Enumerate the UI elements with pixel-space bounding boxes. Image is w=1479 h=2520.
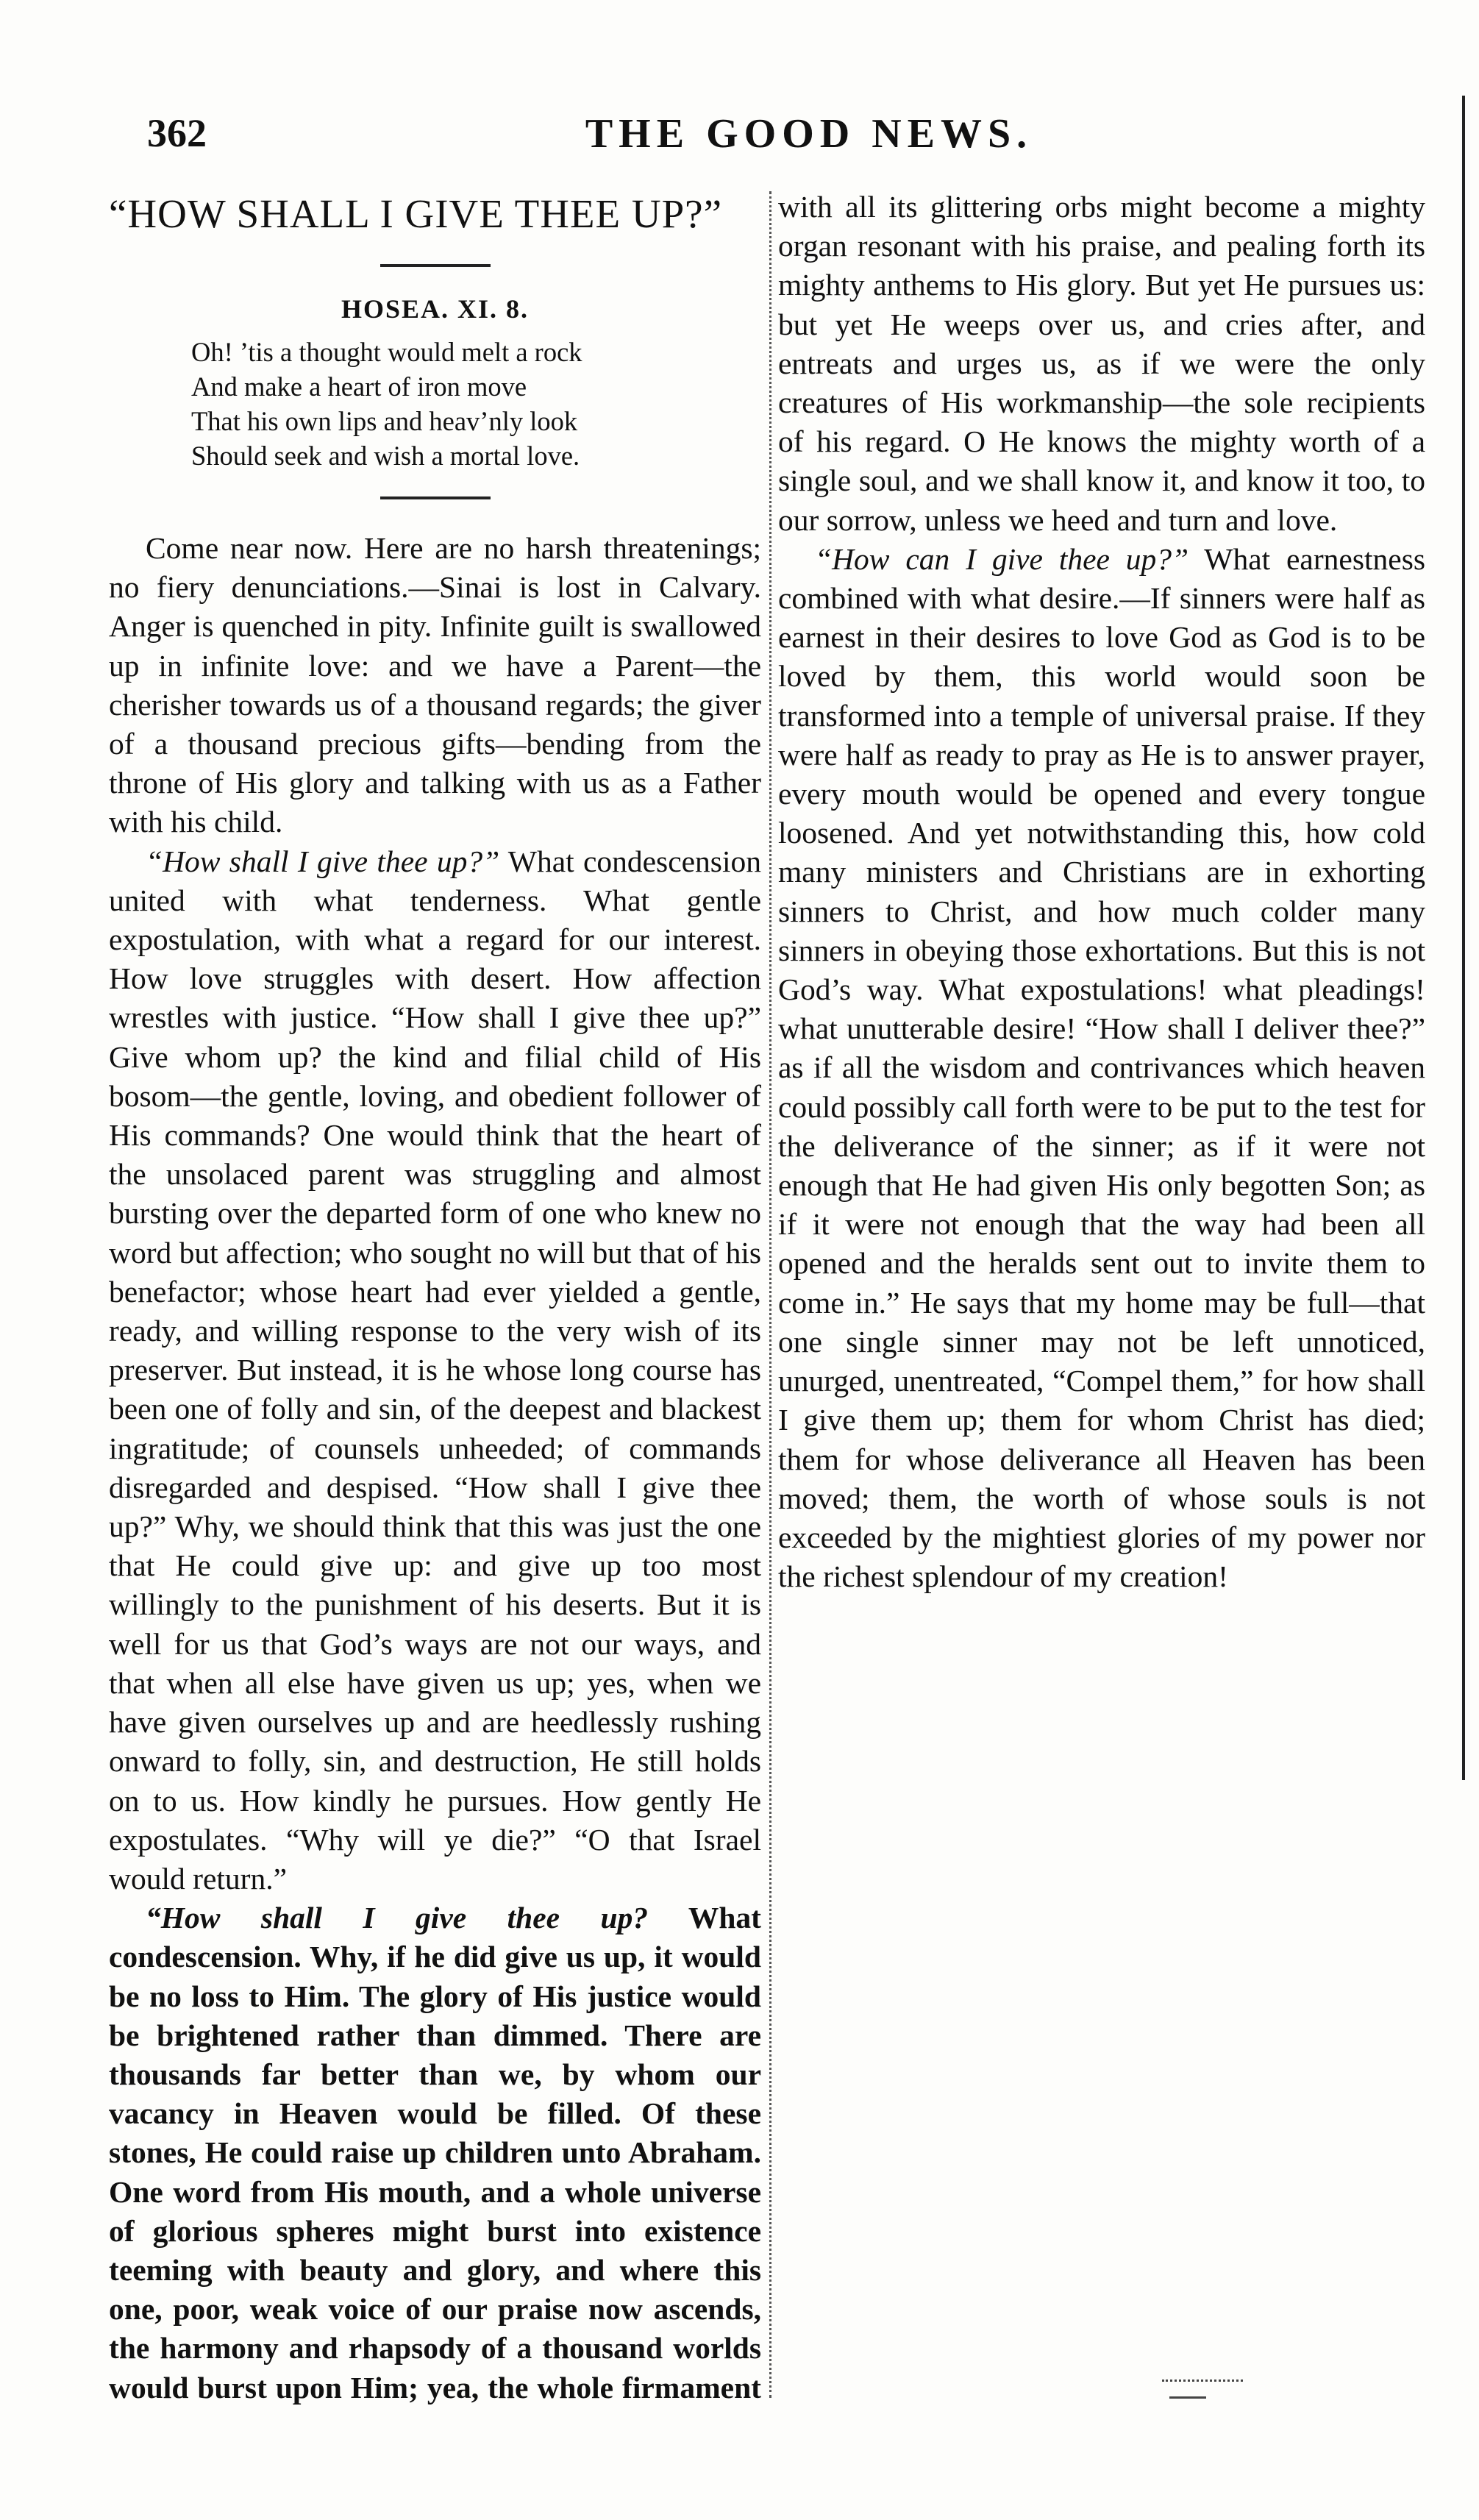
paragraph-2-text: What condescension united with what tenderness. What gentle expostulation, with what a regard for our interest. How love struggles with desert. How affection wrestles with justice. “How shall I give thee up?” Give whom up? the kind and filial child of His bosom—the gentle, loving, and obedient follower of His commands? One would think that the heart of the unsolaced parent was struggling and almost bursting over the departed form of one who knew no word but affection; who sought no will but that of his benefactor; whose heart had ever yielded a gentle, ready, and willing response to the very wish of its preserver. But instead, it is he whose long course has been one of folly and sin, of the deepest and blackest ingratitude; of counsels unheeded; of commands disregarded and despised. “How shall I give thee up?” Why, we should think that this was just the one that He could give up: and give up too most willingly to the punishment of his deserts. But it is well for us that God’s ways are not our ways, and that when all else have given us up; yes, when we have given ourselves up and are heedlessly rushing onward to folly, sin, and destruction, He still holds on to us. How kindly he pursues. How gently He expostulates. “Why will ye die?” “O that Israel would return.” <box>109 844 761 1896</box>
paragraph-1-text: Come near now. Here are no harsh threatenings; no fiery denunciations.—Sinai is lost in Calvary. Anger is quenched in pity. Infinite guilt is swallowed up in infinite love: and we have a Parent—the cherisher towards us of a thousand regards; the giver of a thousand precious gifts—bending from the throne of His glory and talking with us as a Father with his child. <box>109 531 761 839</box>
paragraph-4 <box>778 540 1425 1596</box>
paragraph-1 <box>109 529 761 842</box>
title-rule <box>380 264 491 267</box>
paragraph-4-text: What earnestness combined with what desire.—If sinners were half as earnest in their desires to love God as God is to be loved by them, this world would soon be transformed into a temple of universal praise. If they were half as ready to pray as He is to answer prayer, every mouth would be opened and every tongue loosened. And yet notwithstanding this, how cold many ministers and Christians are in exhorting sinners to Christ, and how much colder many sinners in obeying those exhortations. But this is not God’s way. What expostulations! what pleadings! what unutterable desire! “How shall I deliver thee?” as if all the wisdom and contrivances which heaven could possibly call forth were to be put to the test for the deliverance of the sinner; as if it were not enough that He had given His only begotten Son; as if it were not enough that the way had been all opened and the heralds sent out to invite them to come in.” He says that my home may be full—that one single sinner may not be left unnoticed, unurged, unentreated, “Compel them,” for how shall I give them up; them for whom Christ has died; them for whose deliverance all Heaven has been moved; them, the worth of whose souls is not exceeded by the mightiest glories of my power nor the richest splendour of my creation! <box>778 541 1425 1594</box>
epigraph-rule <box>380 496 491 499</box>
paragraph-4-quote: “How can I give thee up?” <box>815 541 1189 576</box>
poem-line: Oh! ’tis a thought would melt a rock <box>191 337 582 367</box>
end-ornament <box>1162 2380 1243 2388</box>
paragraph-3 <box>109 1898 761 2407</box>
left-column <box>109 188 761 2407</box>
paragraph-2-quote: “How shall I give thee up?” <box>146 844 500 878</box>
paragraph-3-quote: “How shall I give thee up? <box>146 1901 649 1935</box>
page-number: 362 <box>147 111 207 155</box>
poem-line: That his own lips and heav’nly look <box>191 406 578 436</box>
article-title: “HOW SHALL I GIVE THEE UP?” <box>109 191 723 236</box>
paragraph-3-text: What condescension. Why, if he did give us up, it would be no loss to Him. The glory of His justice would be brightened rather than dimmed. There are thousands far better than we, by whom our vacancy in Heaven would be filled. Of these stones, He could raise up children unto Abraham. One word from His mouth, and a whole universe of glorious spheres might burst into existence teeming with beauty and glory, and where this one, poor, weak voice of our praise now ascends, the harmony and rhapsody of a thousand worlds would burst upon Him; yea, the whole firmament <box>109 1901 761 2405</box>
column-divider <box>769 191 771 2398</box>
end-ornament-dash <box>1169 2396 1206 2399</box>
epigraph-poem <box>191 335 761 473</box>
right-column <box>778 188 1425 1596</box>
poem-line: And make a heart of iron move <box>191 371 527 402</box>
running-head <box>140 110 1419 169</box>
poem-line: Should seek and wish a mortal love. <box>191 441 580 471</box>
journal-title: THE GOOD NEWS. <box>585 111 1033 157</box>
paragraph-2 <box>109 842 761 1898</box>
paragraph-3-continued: with all its glittering orbs might become a mighty organ resonant with his praise, and pealing forth its mighty anthems to His glory. But yet He pursues us: but yet He weeps over us, and cries after, and entreats and urges us, as if we were the only creatures of His workmanship—the sole recipients of his regard. O He knows the mighty worth of a single soul, and we shall know it, and know it too, to our sorrow, unless we heed and turn and love. <box>778 190 1425 537</box>
right-edge-rule <box>1462 96 1465 1780</box>
scripture-reference: HOSEA. XI. 8. <box>341 294 530 324</box>
